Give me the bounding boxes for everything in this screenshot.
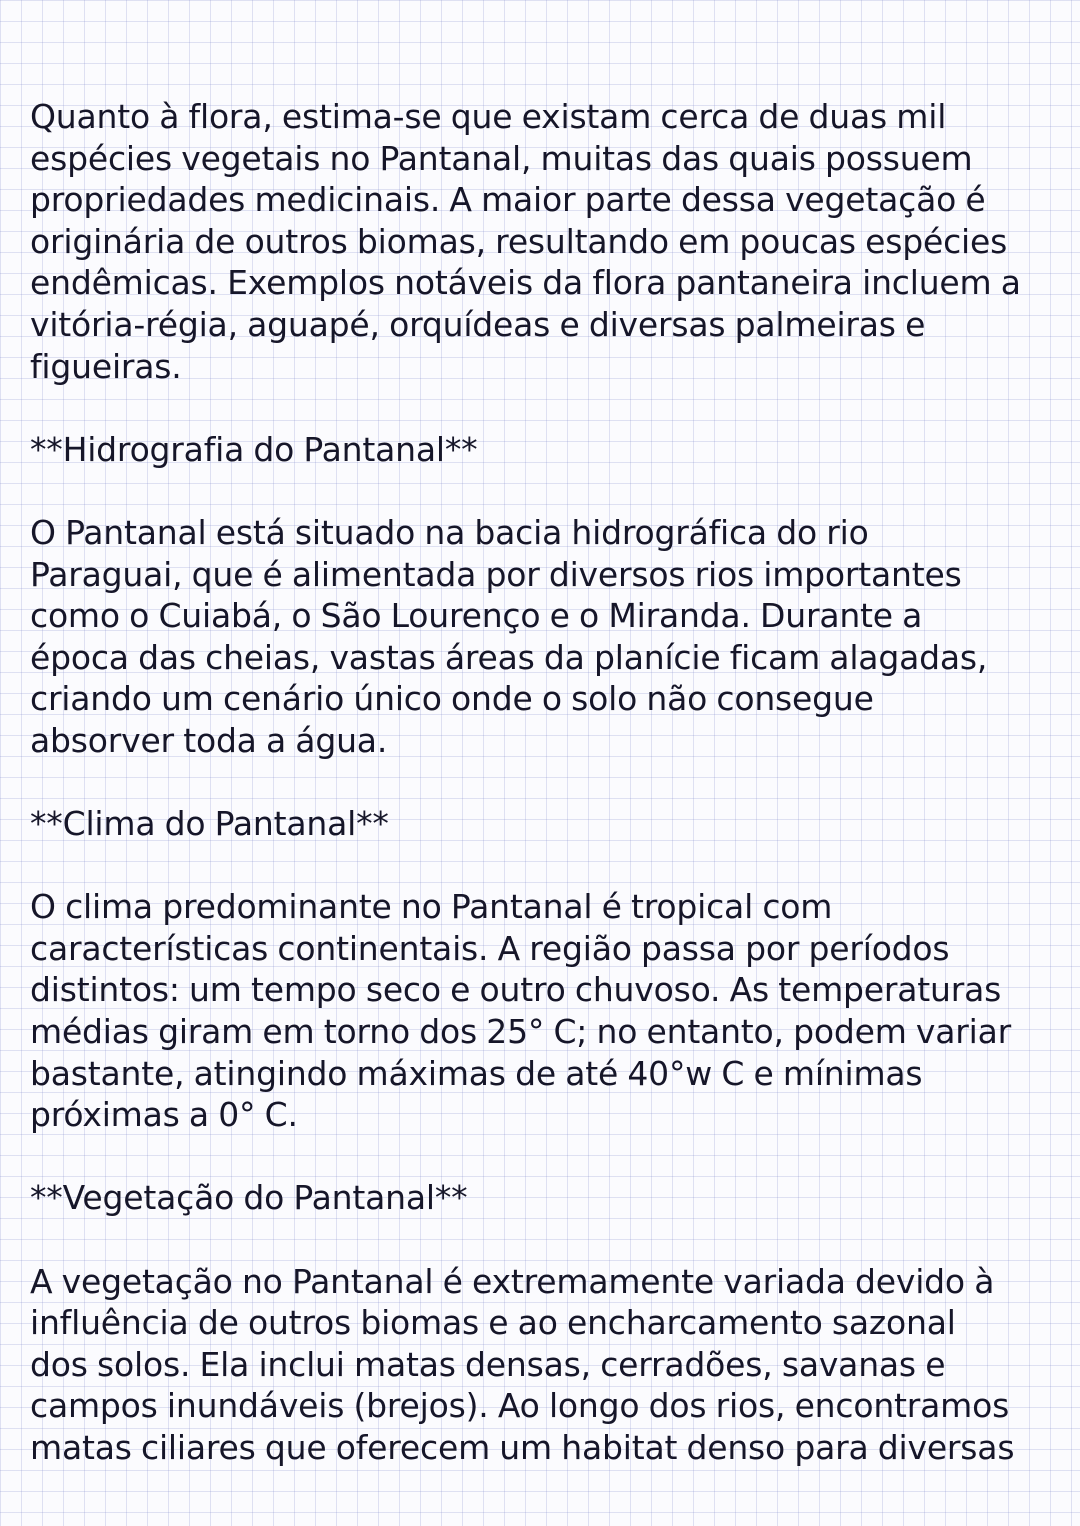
vegetacao-paragraph: A vegetação no Pantanal é extremamente variada devido à influência de outros biomas e ao encharcamento sazonal dos solos. Ela inclui matas densas, cerradões, savanas e campos inundáveis (brejos). Ao longo dos rios, encontramos matas ciliares que oferecem um habitat denso para diversas: [30, 1261, 1015, 1467]
vegetacao-heading: **Vegetação do Pantanal**: [30, 1178, 468, 1218]
spacer: [30, 845, 1060, 887]
hidrografia-paragraph: O Pantanal está situado na bacia hidrográfica do rio Paraguai, que é alimentada por diversos rios importantes como o Cuiabá, o São Lourenço e o Miranda. Durante a época das cheias, vastas áreas da planície ficam alagadas, criando um cenário único onde o solo não consegue absorver toda a água.: [30, 512, 988, 760]
spacer: [30, 387, 1060, 429]
clima-heading: **Clima do Pantanal**: [30, 804, 389, 844]
flora-paragraph: Quanto à flora, estima-se que existam cerca de duas mil espécies vegetais no Pantanal, muitas das quais possuem propriedades medicinais. A maior parte dessa vegetação é originária de outros biomas, resultando em poucas espécies endêmicas. Exemplos notáveis da flora pantaneira incluem a vitória-régia, aguapé, orquídeas e diversas palmeiras e figueiras.: [30, 97, 1021, 386]
hidrografia-heading: **Hidrografia do Pantanal**: [30, 429, 478, 469]
spacer: [30, 470, 1060, 512]
spacer: [30, 1136, 1060, 1178]
spacer: [30, 1219, 1060, 1261]
spacer: [30, 762, 1060, 804]
clima-paragraph: O clima predominante no Pantanal é tropical com características continentais. A região passa por períodos distintos: um tempo seco e outro chuvoso. As temperaturas médias giram em torno dos 25° C; no entanto, podem variar bastante, atingindo máximas de até 40°w C e mínimas próximas a 0° C.: [30, 887, 1012, 1135]
document-page: [30, 96, 1060, 1469]
